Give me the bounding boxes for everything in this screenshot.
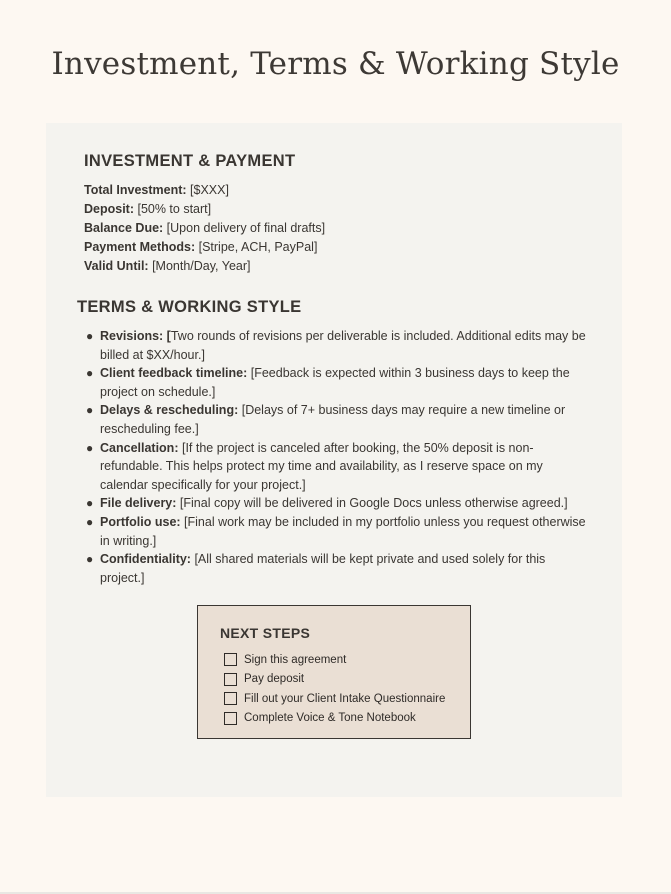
next-steps-box <box>197 605 471 739</box>
investment-item-value: [Stripe, ACH, PayPal] <box>195 240 318 254</box>
terms-item-label: Delays & rescheduling: <box>100 403 239 418</box>
bullet-icon: ● <box>86 514 94 529</box>
checklist-item-label: Complete Voice & Tone Notebook <box>244 712 416 725</box>
terms-item-value: [Feedback is expected within 3 business days to keep the project on schedule.] <box>100 366 570 399</box>
terms-heading: TERMS & WORKING STYLE <box>77 298 302 316</box>
investment-item <box>84 257 325 276</box>
investment-item-value: [Upon delivery of final drafts] <box>163 221 326 235</box>
checkbox[interactable] <box>224 653 237 666</box>
terms-item-label: Revisions: [ <box>100 329 171 343</box>
investment-item <box>84 200 325 219</box>
bullet-icon: ● <box>86 329 94 343</box>
terms-item-value: [Delays of 7+ business days may require a new timeline or rescheduling fee.] <box>100 403 566 436</box>
investment-heading: INVESTMENT & PAYMENT <box>84 152 296 170</box>
terms-item-value: [Final work may be included in my portfolio unless you request otherwise in writing.] <box>100 514 586 548</box>
checklist-item-label: Fill out your Client Intake Questionnaire <box>244 692 446 705</box>
investment-item-label: Total Investment: <box>84 183 187 197</box>
next-steps-heading: NEXT STEPS <box>220 625 311 641</box>
investment-item-label: Valid Until: <box>84 259 149 273</box>
terms-item-label: Client feedback timeline: <box>100 366 248 381</box>
checklist-item <box>224 650 445 670</box>
terms-item <box>86 513 586 550</box>
bullet-icon: ● <box>86 403 94 418</box>
terms-list <box>86 327 586 587</box>
checkbox[interactable] <box>224 712 237 725</box>
terms-item-label: File delivery: <box>100 496 177 511</box>
bullet-icon: ● <box>86 366 94 381</box>
investment-item <box>84 181 325 200</box>
terms-item-value: [If the project is canceled after booking, the 50% deposit is non-refundable. This helps protect my time and availability, as I reserve space on my calendar specifically for your project.] <box>100 440 543 492</box>
checkbox[interactable] <box>224 673 237 686</box>
investment-item-label: Deposit: <box>84 202 134 216</box>
checklist-item-label: Pay deposit <box>244 673 305 686</box>
investment-item-value: [Month/Day, Year] <box>148 259 251 273</box>
investment-item <box>84 219 325 238</box>
terms-item-label: Cancellation: <box>100 440 179 455</box>
bullet-icon: ● <box>86 496 94 511</box>
content-panel <box>46 123 622 797</box>
checklist-item-label: Sign this agreement <box>244 653 347 666</box>
terms-item <box>86 401 586 438</box>
checklist-item <box>224 670 445 690</box>
investment-list <box>84 181 325 276</box>
checklist-item <box>224 709 445 729</box>
investment-item <box>84 238 325 257</box>
bullet-icon: ● <box>86 440 94 455</box>
terms-item-label: Confidentiality: <box>100 552 191 567</box>
terms-item <box>86 494 586 513</box>
investment-item-label: Payment Methods: <box>84 240 196 254</box>
investment-item-value: [50% to start] <box>134 202 212 216</box>
terms-item-value: [All shared materials will be kept private and used solely for this project.] <box>100 552 546 585</box>
terms-item-label: Portfolio use: <box>100 514 181 529</box>
next-steps-checklist <box>224 650 445 728</box>
terms-item <box>86 550 586 587</box>
checklist-item <box>224 689 445 709</box>
investment-item-value: [$XXX] <box>186 183 229 197</box>
checkbox[interactable] <box>224 692 237 705</box>
investment-item-label: Balance Due: <box>84 221 164 235</box>
terms-item <box>86 439 586 495</box>
terms-item-value: Two rounds of revisions per deliverable is included. Additional edits may be billed at $XX/hour.] <box>100 329 586 362</box>
terms-item <box>86 364 586 401</box>
terms-item-value: [Final copy will be delivered in Google Docs unless otherwise agreed.] <box>176 496 568 511</box>
terms-item <box>86 327 586 364</box>
bullet-icon: ● <box>86 552 94 567</box>
page-title: Investment, Terms & Working Style <box>51 46 620 82</box>
